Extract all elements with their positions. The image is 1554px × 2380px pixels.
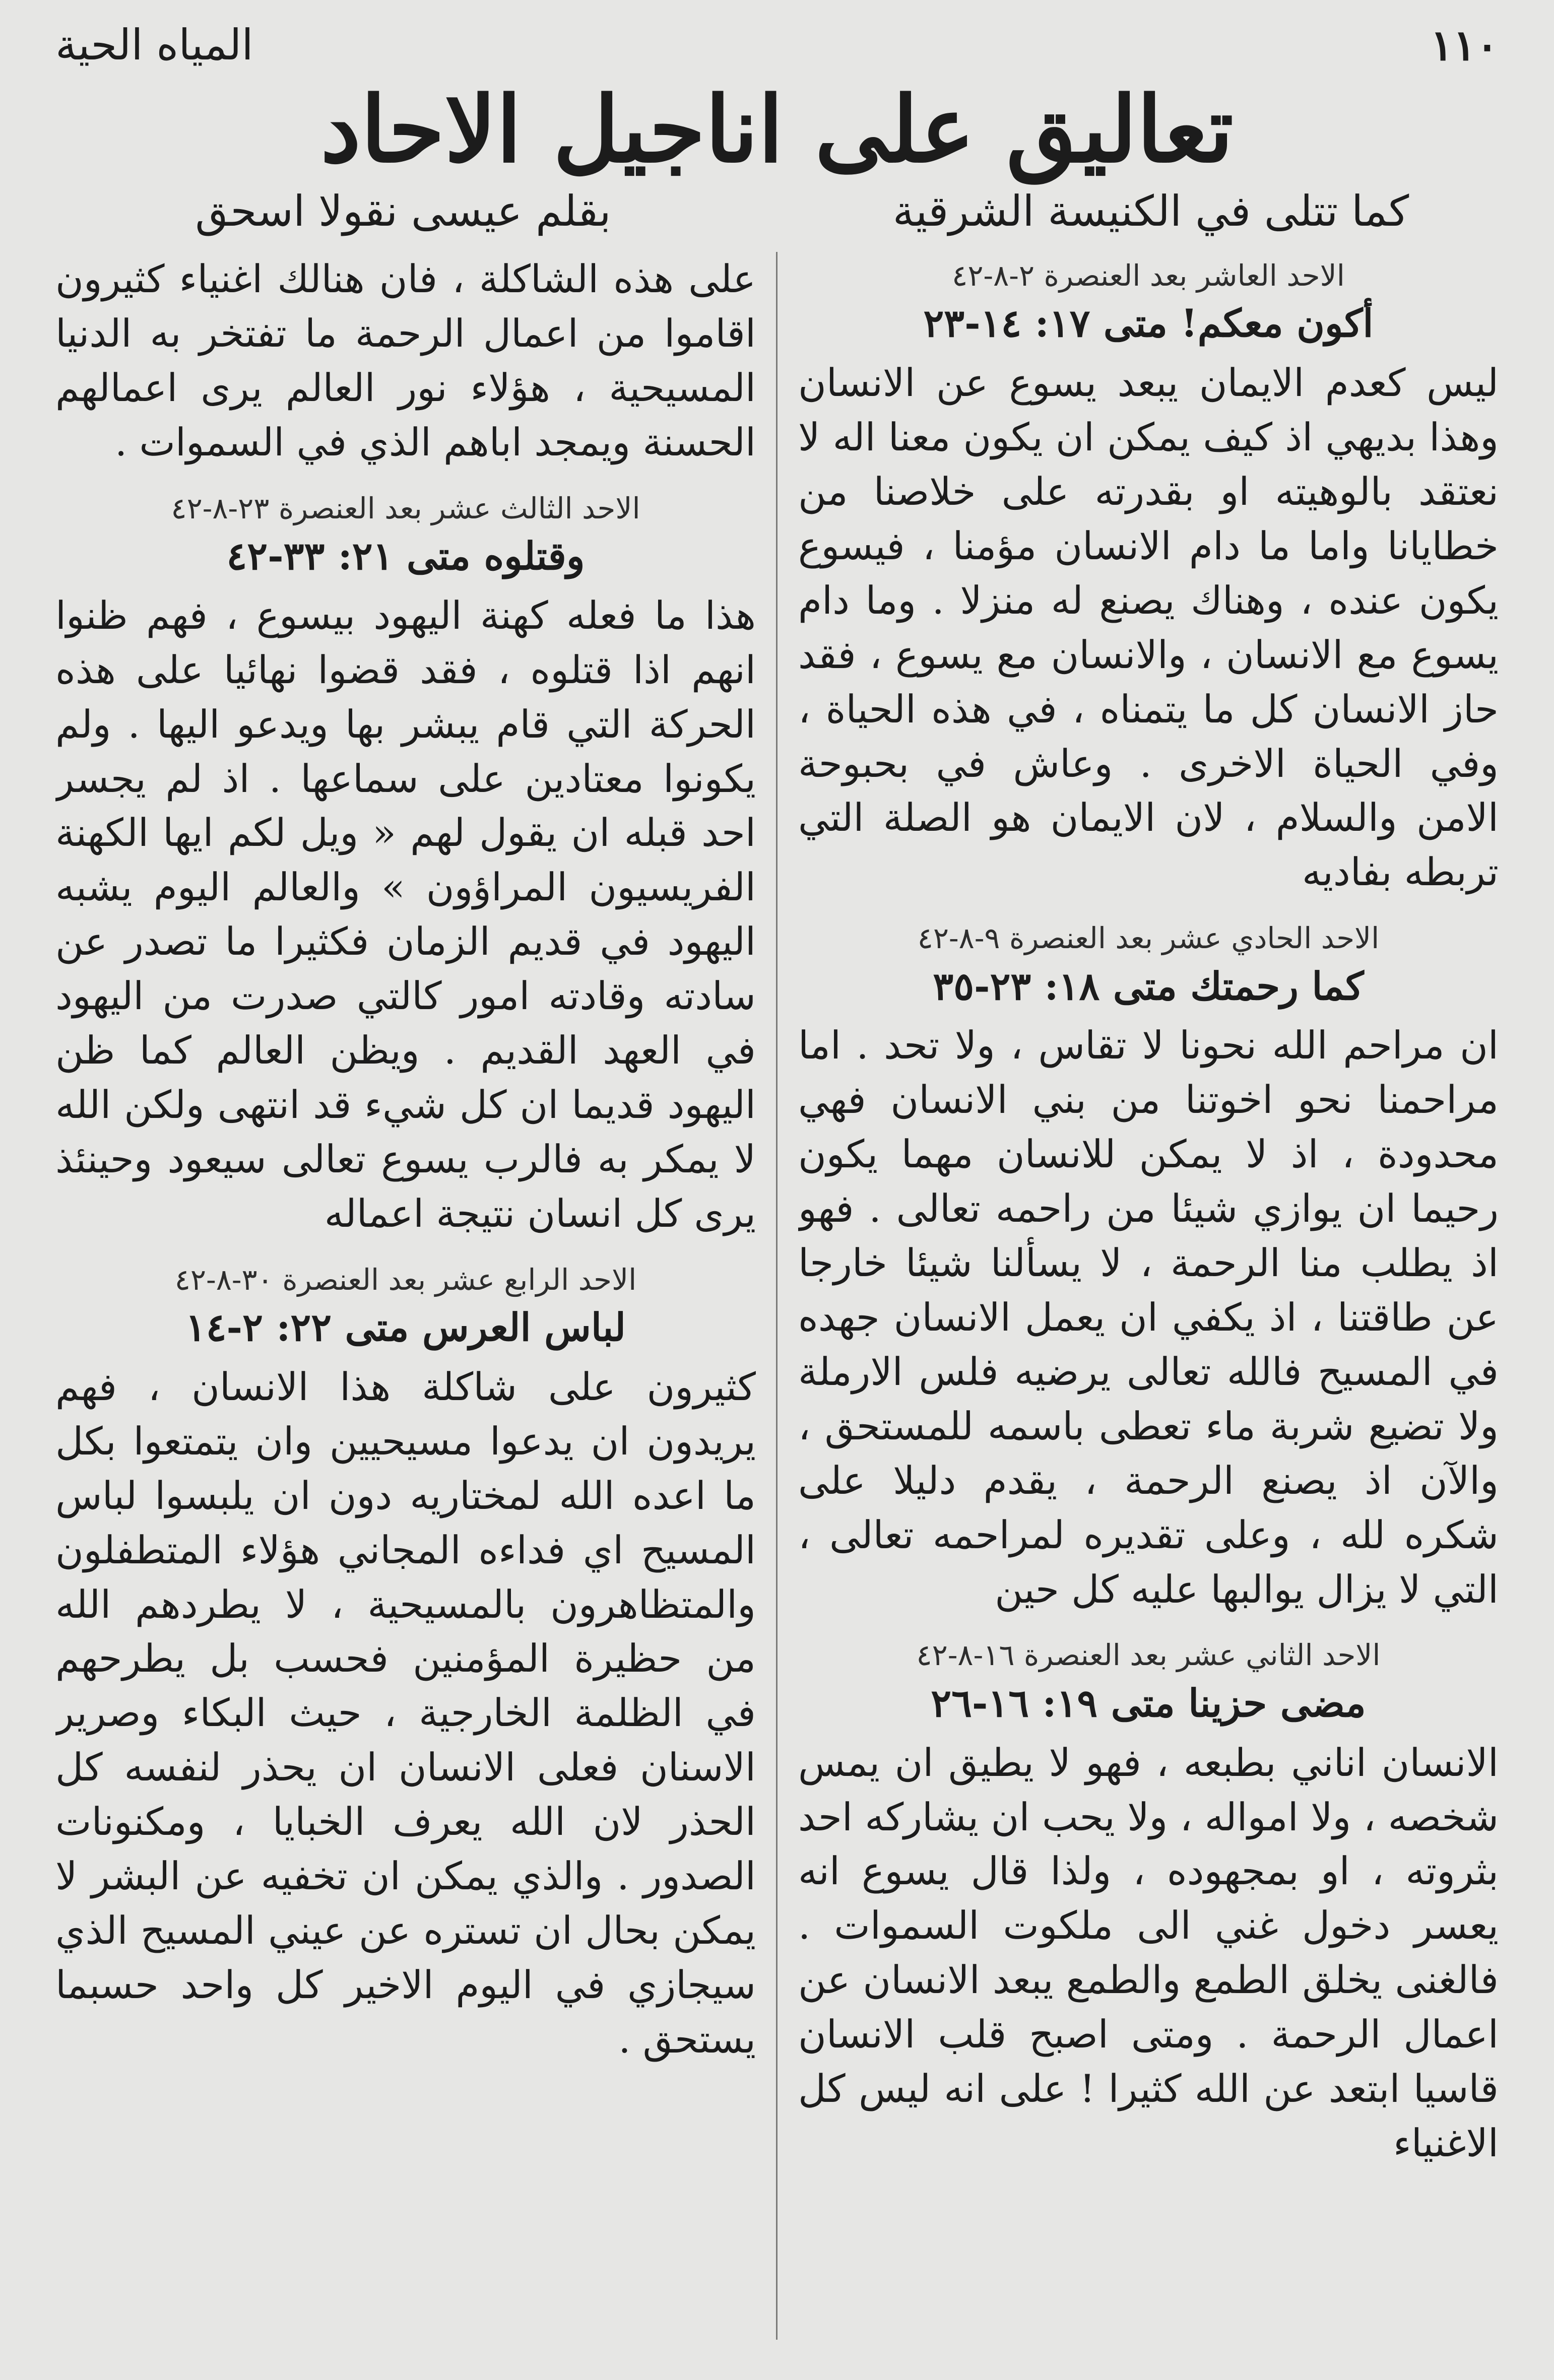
section-text: كثيرون على شاكلة هذا الانسان ، فهم يريدون ان يدعوا مسيحيين وان يتمتعوا بكل ما اعده الله لمختاريه دون ان يلبسوا لباس المسيح اي فداءه المجاني هؤلاء المتطفلون والمتظاهرون بالمسيحية ، لا يطردهم الله من حظيرة المؤمنين فحسب بل يطرحهم في الظلمة الخارجية ، حيث البكاء وصرير الاسنان فعلى الانسان ان يحذر لنفسه كل الحذر لان الله يعرف الخبايا ، ومكنونات الصدور . والذي يمكن ان تخفيه عن البشر لا يمكن بحال ان تستره عن عيني المسيح الذي سيجازي في اليوم الاخير كل واحد حسبما يستحق . — [55, 1364, 756, 2062]
section-text: الانسان اناني بطبعه ، فهو لا يطيق ان يمس شخصه ، ولا امواله ، ولا يحب ان يشاركه احد بثروته ، او بمجهوده ، ولذا قال يسوع انه يعسر دخول غني الى ملكوت السموات . فالغنى يخلق الطمع والطمع يبعد الانسان عن اعمال الرحمة . ومتى اصبح قلب الانسان قاسيا ابتعد عن الله كثيرا ! على انه ليس كل الاغنياء — [798, 1740, 1499, 2165]
section-text: هذا ما فعله كهنة اليهود بيسوع ، فهم ظنوا انهم اذا قتلوه ، فقد قضوا نهائيا على هذه الحركة التي قام يبشر بها ويدعو اليها . ولم يكونوا معتادين على سماعها . اذ لم يجسر احد قبله ان يقول لهم « ويل لكم ايها الكهنة الفريسيون المراؤون » والعالم اليوم يشبه اليهود في قديم الزمان فكثيرا ما تصدر عن سادته وقادته امور كالتي صدرت من اليهود في العهد القديم . ويظن العالم كما ظن اليهود قديما ان كل شيء قد انتهى ولكن الله لا يمكر به فالرب يسوع تعالى سيعود وحينئذ يرى كل انسان نتيجة اعماله — [55, 592, 756, 1236]
subtitle-church: كما تتلى في الكنيسة الشرقية — [892, 186, 1409, 236]
subtitle-author: بقلم عيسى نقولا اسحق — [195, 186, 611, 236]
journal-name: المياه الحية — [55, 20, 253, 70]
section-continuation — [55, 252, 756, 470]
reading-heading: لباس العرس متى ٢٢: ٢-١٤ — [185, 1305, 626, 1350]
page-number: ١١٠ — [1430, 20, 1499, 70]
left-column — [55, 252, 756, 2340]
sunday-heading: الاحد الحادي عشر بعد العنصرة ٩-٨-٤٢ — [917, 921, 1380, 956]
running-head — [55, 20, 1499, 81]
reading-heading: مضى حزينا متى ١٩: ١٦-٢٦ — [931, 1680, 1366, 1726]
reading-heading: وقتلوه متى ٢١: ٣٣-٤٢ — [226, 534, 585, 579]
section-sunday-13 — [55, 490, 756, 1241]
subheadings — [55, 186, 1499, 242]
reading-heading: كما رحمتك متى ١٨: ٢٣-٣٥ — [933, 963, 1364, 1009]
right-column — [798, 252, 1499, 2340]
section-text: ان مراحم الله نحونا لا تقاس ، ولا تحد . اما مراحمنا نحو اخوتنا من بني الانسان فهي محدودة ، اذ لا يمكن للانسان مهما يكون رحيما ان يوازي شيئا من راحمه تعالى . فهو اذ يطلب منا الرحمة ، لا يسألنا شيئا خارجا عن طاقتنا ، اذ يكفي ان يعمل الانسان جهده في المسيح فالله تعالى يرضيه فلس الارملة ولا تضيع شربة ماء تعطى باسمه للمستحق ، والآن اذ يصنع الرحمة ، يقدم دليلا على شكره لله ، وعلى تقديره لمراحمه تعالى ، التي لا يزال يوالبها عليه كل حين — [798, 1023, 1499, 1612]
section-text: ليس كعدم الايمان يبعد يسوع عن الانسان وهذا بديهي اذ كيف يمكن ان يكون معنا اله لا نعتقد بالوهيته او بقدرته على خلاصنا من خطايانا واما ما دام الانسان مؤمنا ، فيسوع يكون عنده ، وهناك يصنع له منزلا . وما دام يسوع مع الانسان ، والانسان مع يسوع ، فقد حاز الانسان كل ما يتمناه ، في هذه الحياة ، وفي الحياة الاخرى . وعاش في بحبوحة الامن والسلام ، لان الايمان هو الصلة التي تربطه بفاديه — [798, 360, 1499, 895]
section-sunday-14 — [55, 1261, 756, 2067]
columns — [55, 252, 1499, 2340]
section-sunday-11 — [798, 919, 1499, 1616]
sunday-heading: الاحد الرابع عشر بعد العنصرة ٣٠-٨-٤٢ — [174, 1262, 637, 1297]
section-sunday-12 — [798, 1636, 1499, 2170]
article-title: تعاليق على اناجيل الاحاد — [320, 77, 1234, 183]
section-text: على هذه الشاكلة ، فان هنالك اغنياء كثيرون اقاموا من اعمال الرحمة ما تفتخر به الدنيا المسيحية ، هؤلاء نور العالم يرى اعمالهم الحسنة ويمجد اباهم الذي في السموات . — [55, 256, 756, 465]
reading-heading: أكون معكم! متى ١٧: ١٤-٢٣ — [923, 301, 1374, 346]
sunday-heading: الاحد العاشر بعد العنصرة ٢-٨-٤٢ — [952, 258, 1345, 293]
sunday-heading: الاحد الثالث عشر بعد العنصرة ٢٣-٨-٤٢ — [171, 491, 640, 525]
section-sunday-10 — [798, 257, 1499, 899]
column-divider — [776, 252, 778, 2340]
sunday-heading: الاحد الثاني عشر بعد العنصرة ١٦-٨-٤٢ — [916, 1638, 1381, 1673]
